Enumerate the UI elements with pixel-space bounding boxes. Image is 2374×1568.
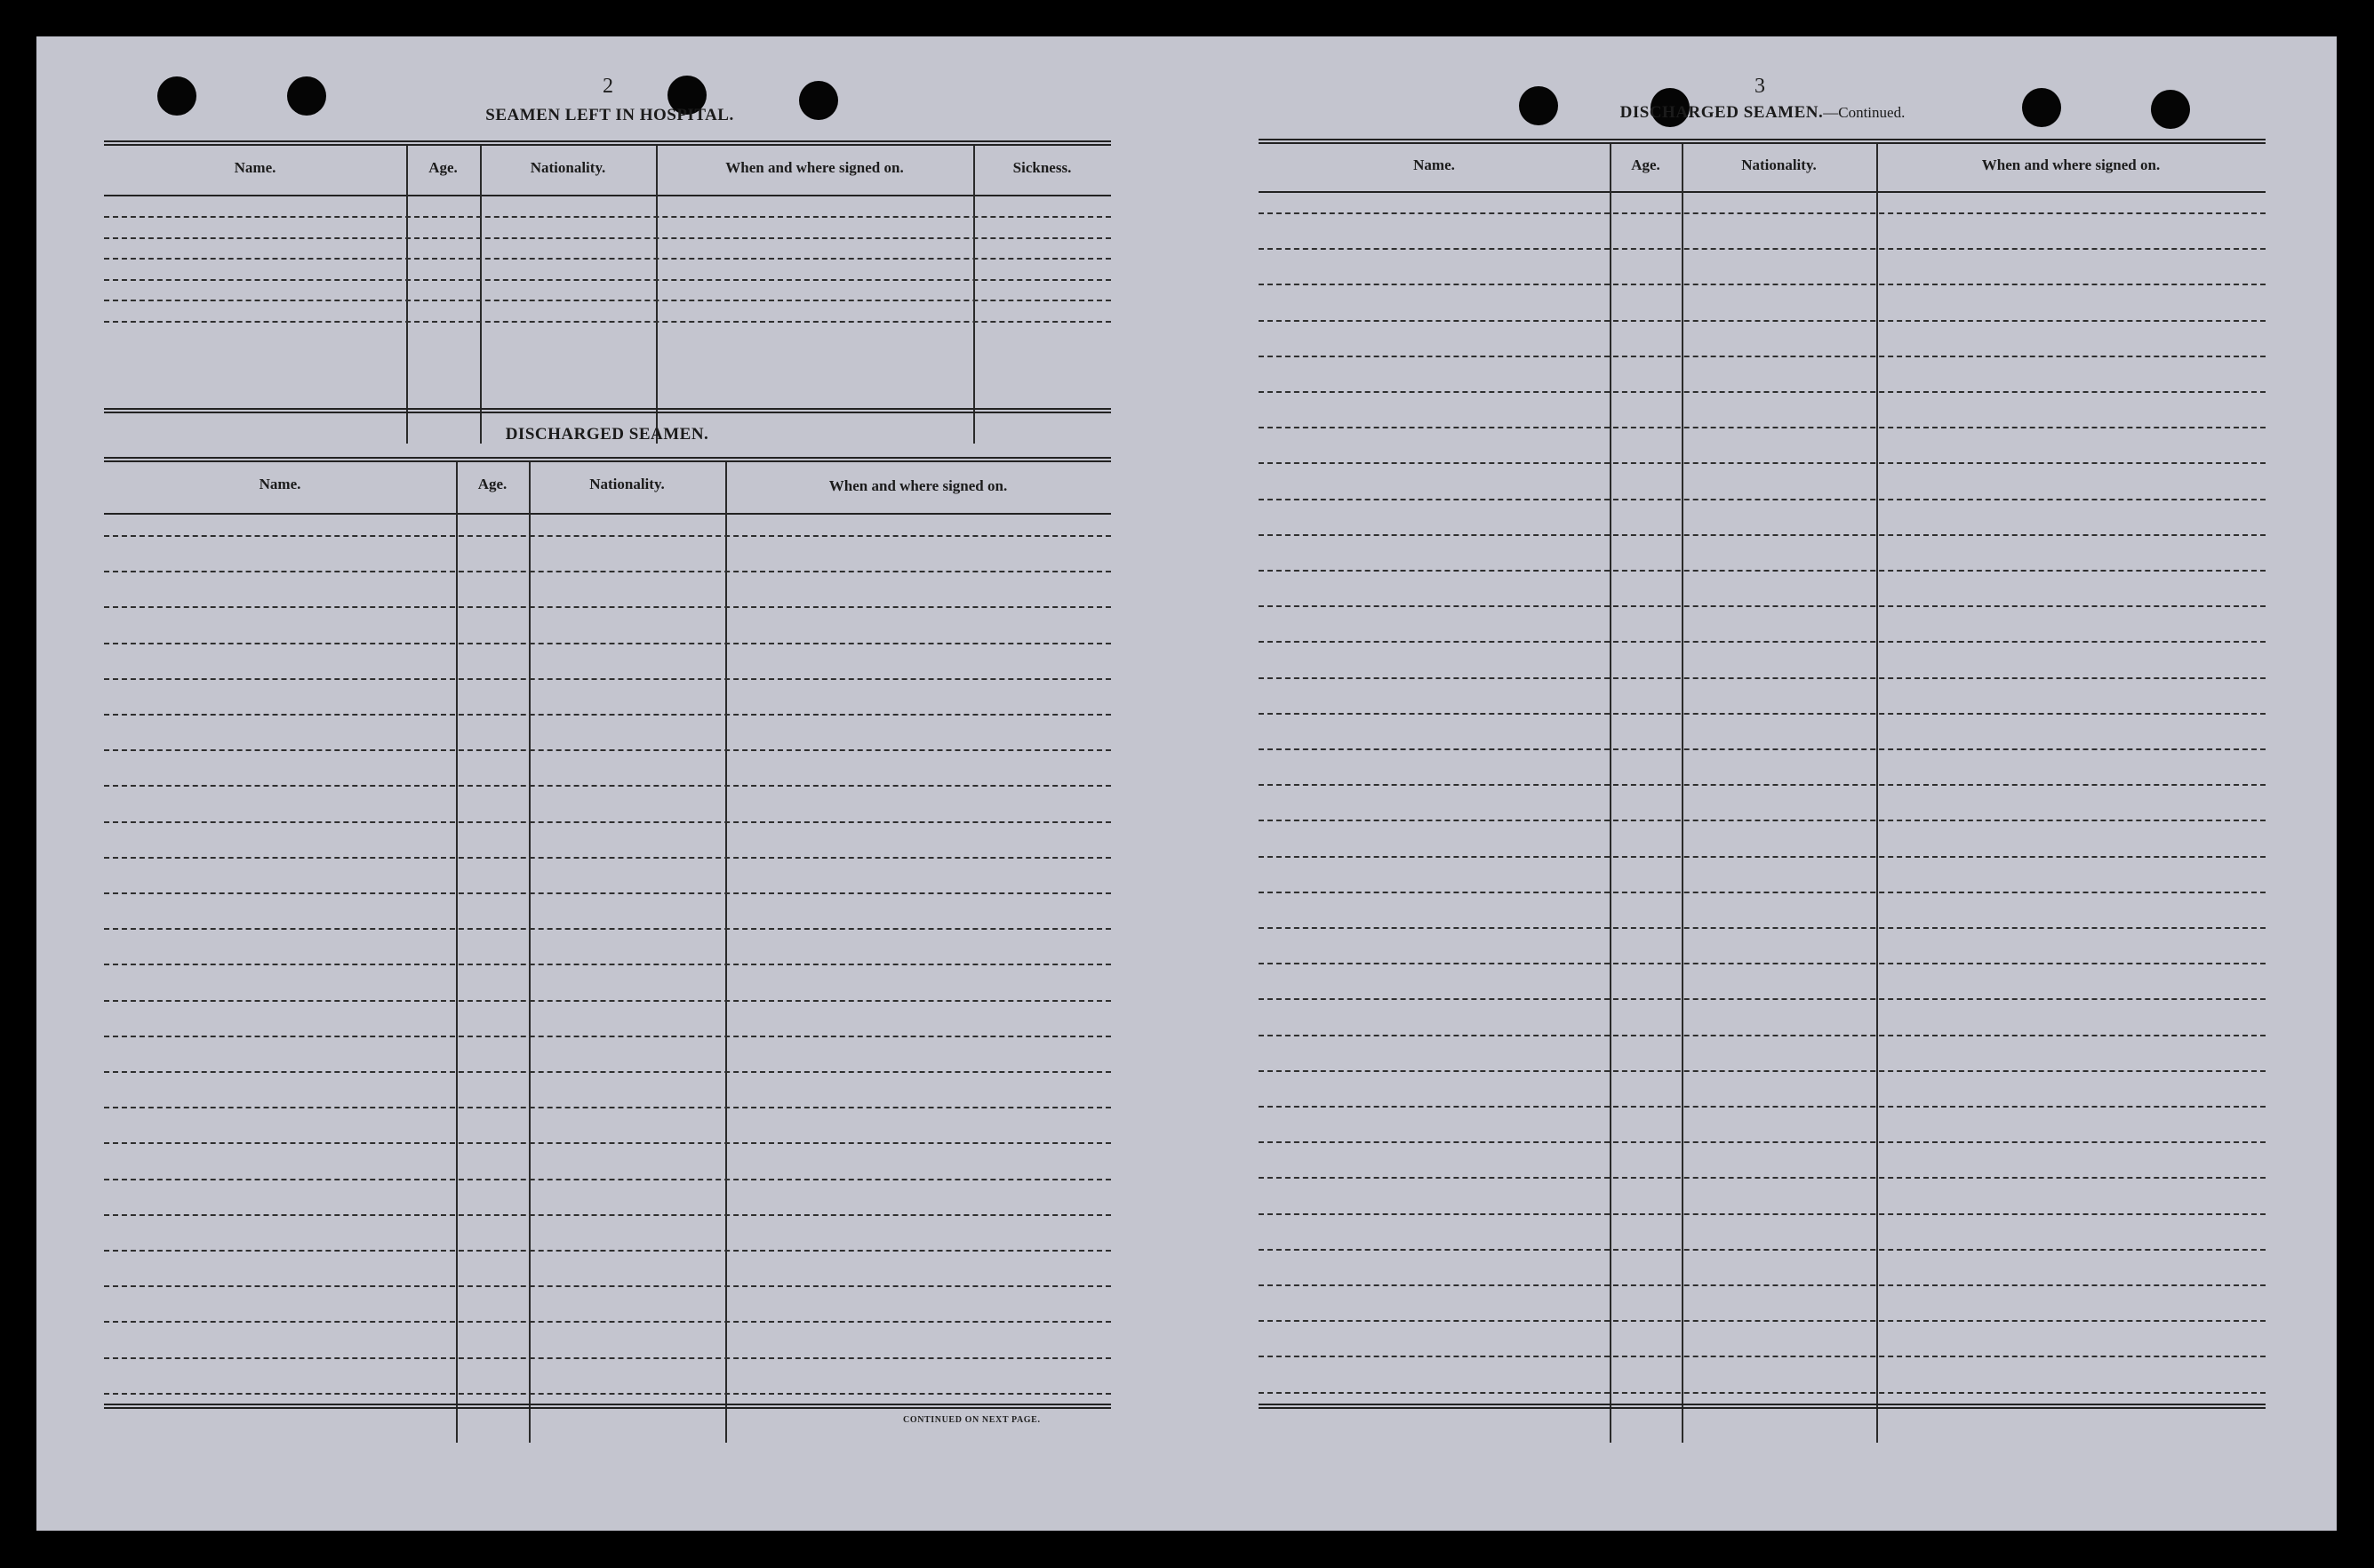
- entry-row-rule: [104, 1214, 1111, 1216]
- table-bottom-rule: [1259, 1407, 2266, 1409]
- entry-row-rule: [104, 279, 1111, 281]
- entry-row-rule: [104, 237, 1111, 239]
- entry-row-rule: [104, 1357, 1111, 1359]
- entry-row-rule: [104, 321, 1111, 323]
- table-top-rule: [1259, 139, 2266, 140]
- entry-row-rule: [104, 678, 1111, 680]
- entry-row-rule: [104, 1250, 1111, 1252]
- entry-row-rule: [1259, 1070, 2266, 1072]
- column-header-name: Name.: [259, 476, 301, 492]
- entry-row-rule: [104, 1036, 1111, 1037]
- table-top-rule: [104, 140, 1111, 142]
- entry-row-rule: [1259, 1249, 2266, 1251]
- entry-row-rule: [104, 892, 1111, 894]
- entry-row-rule: [104, 928, 1111, 930]
- table-bottom-rule: [104, 1407, 1111, 1409]
- entry-row-rule: [1259, 248, 2266, 250]
- entry-row-rule: [1259, 998, 2266, 1000]
- entry-row-rule: [1259, 212, 2266, 214]
- column-header-sickness: Sickness.: [1012, 159, 1072, 176]
- entry-row-rule: [104, 300, 1111, 301]
- entry-row-rule: [104, 1000, 1111, 1002]
- entry-row-rule: [1259, 748, 2266, 750]
- entry-row-rule: [1259, 641, 2266, 643]
- entry-row-rule: [1259, 1284, 2266, 1286]
- entry-row-rule: [1259, 820, 2266, 821]
- entry-row-rule: [104, 1285, 1111, 1287]
- column-header-name: Name.: [234, 159, 276, 176]
- table-bottom-rule: [104, 412, 1111, 413]
- page-number: 2: [603, 75, 613, 98]
- entry-row-rule: [1259, 534, 2266, 536]
- column-header-nationality: Nationality.: [1741, 156, 1817, 173]
- entry-row-rule: [1259, 1177, 2266, 1179]
- discharged-continued-title: [1620, 103, 1906, 123]
- page-number: 3: [1755, 75, 1765, 98]
- entry-row-rule: [104, 1393, 1111, 1395]
- punch-hole: [2022, 88, 2061, 127]
- column-header-name: Name.: [1413, 156, 1455, 173]
- entry-row-rule: [104, 606, 1111, 608]
- discharged-entry-rows: [104, 515, 1111, 1439]
- entry-row-rule: [104, 1107, 1111, 1108]
- punch-hole: [157, 76, 196, 116]
- entry-row-rule: [104, 1142, 1111, 1144]
- entry-row-rule: [1259, 1035, 2266, 1036]
- column-header-when-where-signed-on: When and where signed on.: [725, 159, 904, 176]
- entry-row-rule: [104, 258, 1111, 260]
- table-top-rule: [1259, 142, 2266, 144]
- entry-row-rule: [104, 749, 1111, 751]
- entry-row-rule: [1259, 1392, 2266, 1394]
- entry-row-rule: [1259, 784, 2266, 786]
- entry-row-rule: [1259, 927, 2266, 929]
- section-title-suffix: —Continued.: [1823, 104, 1906, 121]
- section-title-text: DISCHARGED SEAMEN.: [1619, 103, 1824, 122]
- column-header-age: Age.: [477, 476, 508, 492]
- entry-row-rule: [104, 643, 1111, 644]
- punch-hole: [799, 81, 838, 120]
- column-header-when-where-signed-on: When and where signed on.: [1981, 156, 2161, 173]
- entry-row-rule: [1259, 391, 2266, 393]
- entry-row-rule: [1259, 284, 2266, 285]
- entry-row-rule: [1259, 1320, 2266, 1322]
- table-top-rule: [104, 144, 1111, 146]
- entry-row-rule: [1259, 605, 2266, 607]
- hospital-section-title: SEAMEN LEFT IN HOSPITAL.: [485, 106, 734, 124]
- document-sheet: [36, 36, 2337, 1531]
- entry-row-rule: [1259, 856, 2266, 858]
- entry-row-rule: [1259, 570, 2266, 572]
- entry-row-rule: [104, 1321, 1111, 1323]
- entry-row-rule: [104, 571, 1111, 572]
- entry-row-rule: [104, 821, 1111, 823]
- table-bottom-rule: [1259, 1404, 2266, 1405]
- entry-row-rule: [104, 1071, 1111, 1073]
- entry-row-rule: [104, 1179, 1111, 1180]
- entry-row-rule: [1259, 499, 2266, 500]
- entry-row-rule: [1259, 1356, 2266, 1357]
- discharged-section-title: DISCHARGED SEAMEN.: [505, 425, 709, 444]
- discharged-continued-entry-rows: [1259, 193, 2266, 1437]
- punch-hole: [1519, 86, 1558, 125]
- entry-row-rule: [1259, 1106, 2266, 1108]
- entry-row-rule: [1259, 713, 2266, 715]
- entry-row-rule: [104, 216, 1111, 218]
- entry-row-rule: [104, 964, 1111, 965]
- entry-row-rule: [104, 714, 1111, 716]
- column-header-age: Age.: [428, 159, 458, 176]
- punch-hole: [2151, 90, 2190, 129]
- entry-row-rule: [1259, 1213, 2266, 1215]
- entry-row-rule: [1259, 427, 2266, 428]
- entry-row-rule: [1259, 462, 2266, 464]
- column-header-when-where-signed-on: When and where signed on.: [828, 477, 1008, 494]
- entry-row-rule: [1259, 963, 2266, 964]
- punch-hole: [287, 76, 326, 116]
- entry-row-rule: [104, 535, 1111, 537]
- entry-row-rule: [1259, 892, 2266, 893]
- entry-row-rule: [1259, 320, 2266, 322]
- entry-row-rule: [1259, 1141, 2266, 1143]
- entry-row-rule: [104, 857, 1111, 859]
- table-top-rule: [104, 457, 1111, 459]
- table-top-rule: [104, 460, 1111, 462]
- continued-on-next-page-note: CONTINUED ON NEXT PAGE.: [903, 1415, 1041, 1425]
- column-header-nationality: Nationality.: [530, 159, 606, 176]
- entry-row-rule: [104, 785, 1111, 787]
- table-bottom-rule: [104, 1404, 1111, 1405]
- column-header-age: Age.: [1631, 156, 1660, 173]
- entry-row-rule: [1259, 356, 2266, 357]
- entry-row-rule: [1259, 677, 2266, 679]
- column-header-nationality: Nationality.: [589, 476, 665, 492]
- table-bottom-rule: [104, 408, 1111, 410]
